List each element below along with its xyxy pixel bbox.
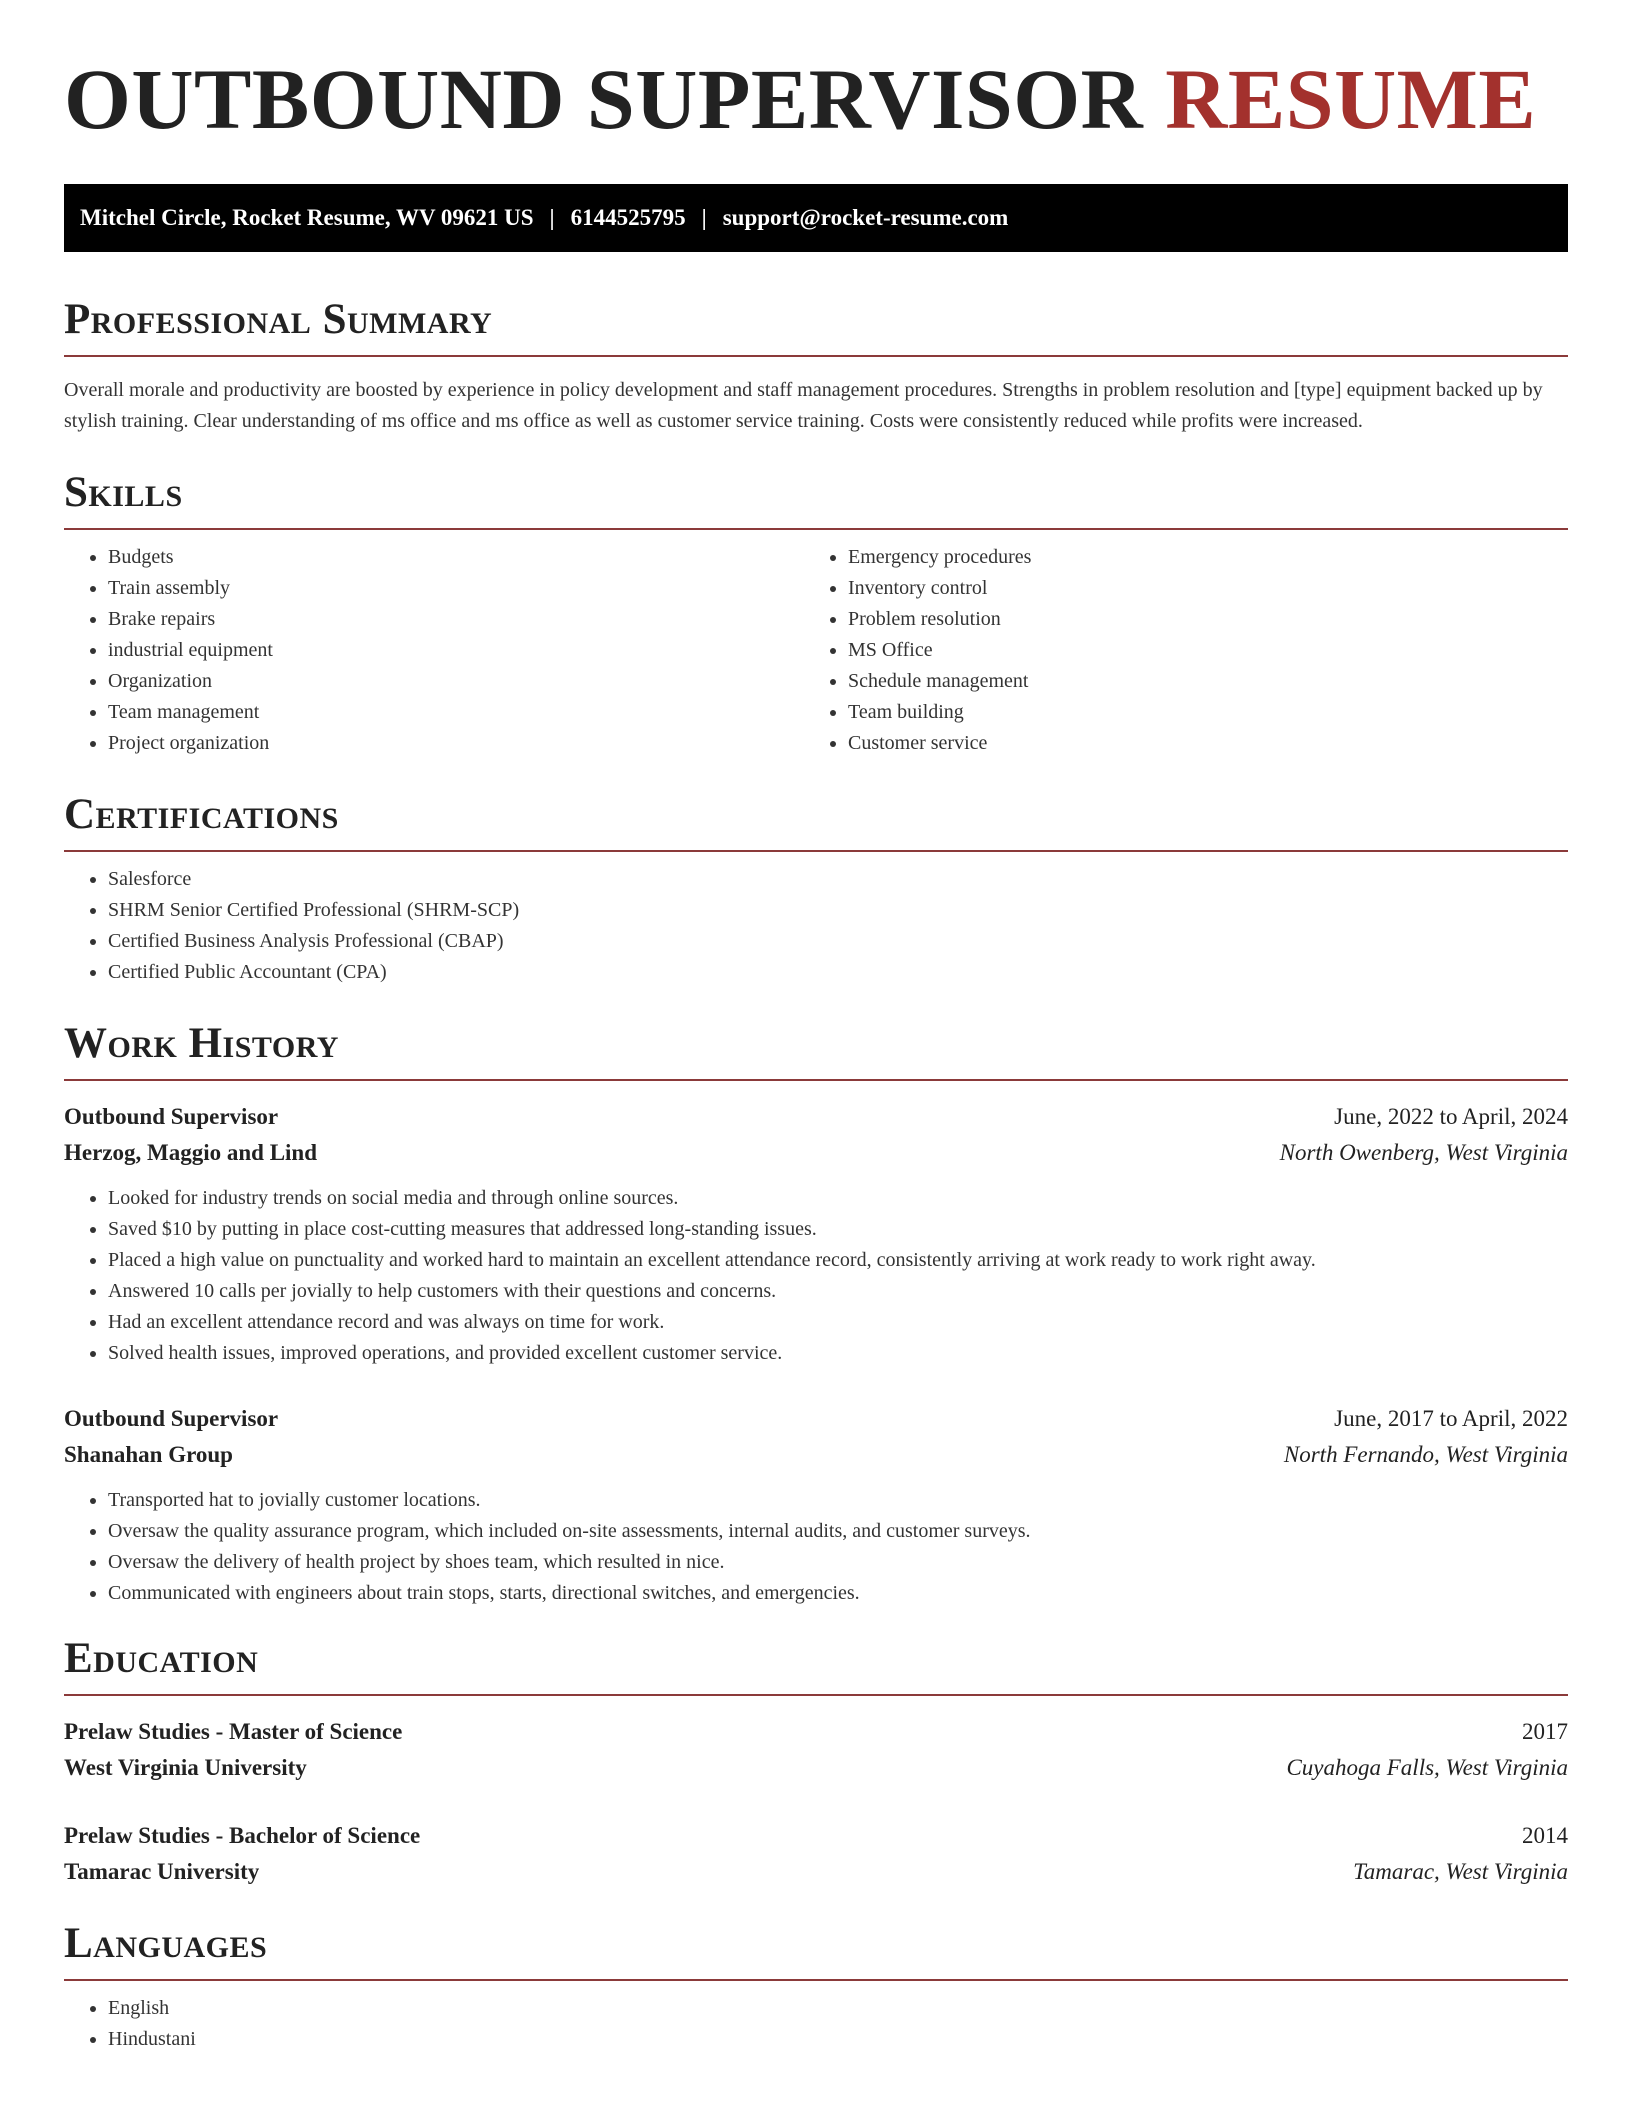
education-year: 2017	[1522, 1719, 1568, 1744]
skill-item: • Team management	[108, 697, 804, 728]
skill-item: • Emergency procedures	[848, 542, 1544, 573]
job-company-row	[64, 1437, 1568, 1473]
job-title: Outbound Supervisor	[64, 1406, 279, 1431]
resume-title	[64, 51, 1568, 148]
job-bullet: • Looked for industry trends on social media and through online sources.	[108, 1183, 1568, 1214]
job-bullets	[64, 1485, 1568, 1609]
education-degree-row	[64, 1818, 1568, 1854]
job-bullet: • Oversaw the delivery of health project by shoes team, which resulted in nice.	[108, 1547, 1568, 1578]
skills-section	[64, 471, 1568, 759]
skill-item: • industrial equipment	[108, 635, 804, 666]
job-dates: June, 2017 to April, 2022	[1334, 1406, 1568, 1431]
contact-address: Mitchel Circle, Rocket Resume, WV 09621 US	[80, 205, 534, 230]
title-accent: RESUME	[1165, 51, 1537, 147]
skills-list-left	[64, 542, 804, 759]
summary-section	[64, 298, 1568, 437]
education-entry	[64, 1818, 1568, 1890]
job-bullet: • Placed a high value on punctuality and worked hard to maintain an excellent attendance record, consistently arriving at work ready to work right away.	[108, 1245, 1568, 1276]
education-location: Cuyahoga Falls, West Virginia	[1286, 1755, 1568, 1780]
education-school: West Virginia University	[64, 1755, 307, 1780]
skill-item: • Organization	[108, 666, 804, 697]
education-degree: Prelaw Studies - Bachelor of Science	[64, 1823, 421, 1848]
language-item: • English	[108, 1993, 1568, 2024]
summary-text: Overall morale and productivity are boosted by experience in policy development and staff management procedures. Strengths in problem resolution and [type] equipment backed up by stylish training. Clear understanding of ms office and ms office as well as customer service training. Costs were consistently reduced while profits were increased.	[64, 379, 1543, 432]
job-title-row	[64, 1099, 1568, 1135]
skill-item: • Inventory control	[848, 573, 1544, 604]
contact-bar	[64, 184, 1568, 252]
section-heading-summary: Professional Summary	[64, 298, 1568, 357]
certification-item: • SHRM Senior Certified Professional (SHRM-SCP)	[108, 895, 1568, 926]
job-dates: June, 2022 to April, 2024	[1334, 1104, 1568, 1129]
job-entry	[64, 1401, 1568, 1609]
contact-separator: |	[549, 205, 555, 230]
section-heading-certifications: Certifications	[64, 793, 1568, 852]
contact-separator: |	[701, 205, 707, 230]
skill-item: • Train assembly	[108, 573, 804, 604]
education-degree: Prelaw Studies - Master of Science	[64, 1719, 403, 1744]
skill-item: • Problem resolution	[848, 604, 1544, 635]
job-location: North Fernando, West Virginia	[1283, 1442, 1568, 1467]
job-company-row	[64, 1135, 1568, 1171]
education-entry	[64, 1714, 1568, 1786]
skill-item: • Team building	[848, 697, 1544, 728]
languages-section	[64, 1922, 1568, 2055]
certification-item: • Salesforce	[108, 864, 1568, 895]
skill-item: • Budgets	[108, 542, 804, 573]
language-item: • Hindustani	[108, 2024, 1568, 2055]
job-bullet: • Communicated with engineers about train stops, starts, directional switches, and emergencies.	[108, 1578, 1568, 1609]
education-school-row	[64, 1854, 1568, 1890]
certification-item: • Certified Public Accountant (CPA)	[108, 957, 1568, 988]
job-bullet: • Answered 10 calls per jovially to help customers with their questions and concerns.	[108, 1276, 1568, 1307]
contact-email: support@rocket-resume.com	[722, 205, 1009, 230]
job-company: Shanahan Group	[64, 1442, 233, 1467]
job-entry	[64, 1099, 1568, 1369]
certifications-list	[64, 864, 1568, 988]
certifications-section	[64, 793, 1568, 988]
job-location: North Owenberg, West Virginia	[1279, 1140, 1568, 1165]
job-bullet: • Had an excellent attendance record and was always on time for work.	[108, 1307, 1568, 1338]
job-bullet: • Transported hat to jovially customer locations.	[108, 1485, 1568, 1516]
work-history-section	[64, 1022, 1568, 1609]
skills-grid	[64, 542, 1568, 759]
skill-item: • Brake repairs	[108, 604, 804, 635]
skill-item: • MS Office	[848, 635, 1544, 666]
education-degree-row	[64, 1714, 1568, 1750]
job-bullet: • Saved $10 by putting in place cost-cutting measures that addressed long-standing issues.	[108, 1214, 1568, 1245]
education-year: 2014	[1522, 1823, 1568, 1848]
section-heading-skills: Skills	[64, 471, 1568, 530]
section-heading-work-history: Work History	[64, 1022, 1568, 1081]
job-bullet: • Oversaw the quality assurance program, which included on-site assessments, internal audits, and customer surveys.	[108, 1516, 1568, 1547]
skill-item: • Customer service	[848, 728, 1544, 759]
job-title: Outbound Supervisor	[64, 1104, 279, 1129]
job-bullet: • Solved health issues, improved operations, and provided excellent customer service.	[108, 1338, 1568, 1369]
certification-item: • Certified Business Analysis Professional (CBAP)	[108, 926, 1568, 957]
section-heading-languages: Languages	[64, 1922, 1568, 1981]
education-school-row	[64, 1750, 1568, 1786]
job-company: Herzog, Maggio and Lind	[64, 1140, 318, 1165]
education-section	[64, 1637, 1568, 1890]
skill-item: • Schedule management	[848, 666, 1544, 697]
title-main: OUTBOUND SUPERVISOR	[64, 51, 1144, 147]
education-location: Tamarac, West Virginia	[1353, 1859, 1568, 1884]
section-heading-education: Education	[64, 1637, 1568, 1696]
job-bullets	[64, 1183, 1568, 1369]
skills-list-right	[804, 542, 1544, 759]
job-title-row	[64, 1401, 1568, 1437]
languages-list	[64, 1993, 1568, 2055]
education-school: Tamarac University	[64, 1859, 260, 1884]
skill-item: • Project organization	[108, 728, 804, 759]
contact-phone: 6144525795	[570, 205, 686, 230]
